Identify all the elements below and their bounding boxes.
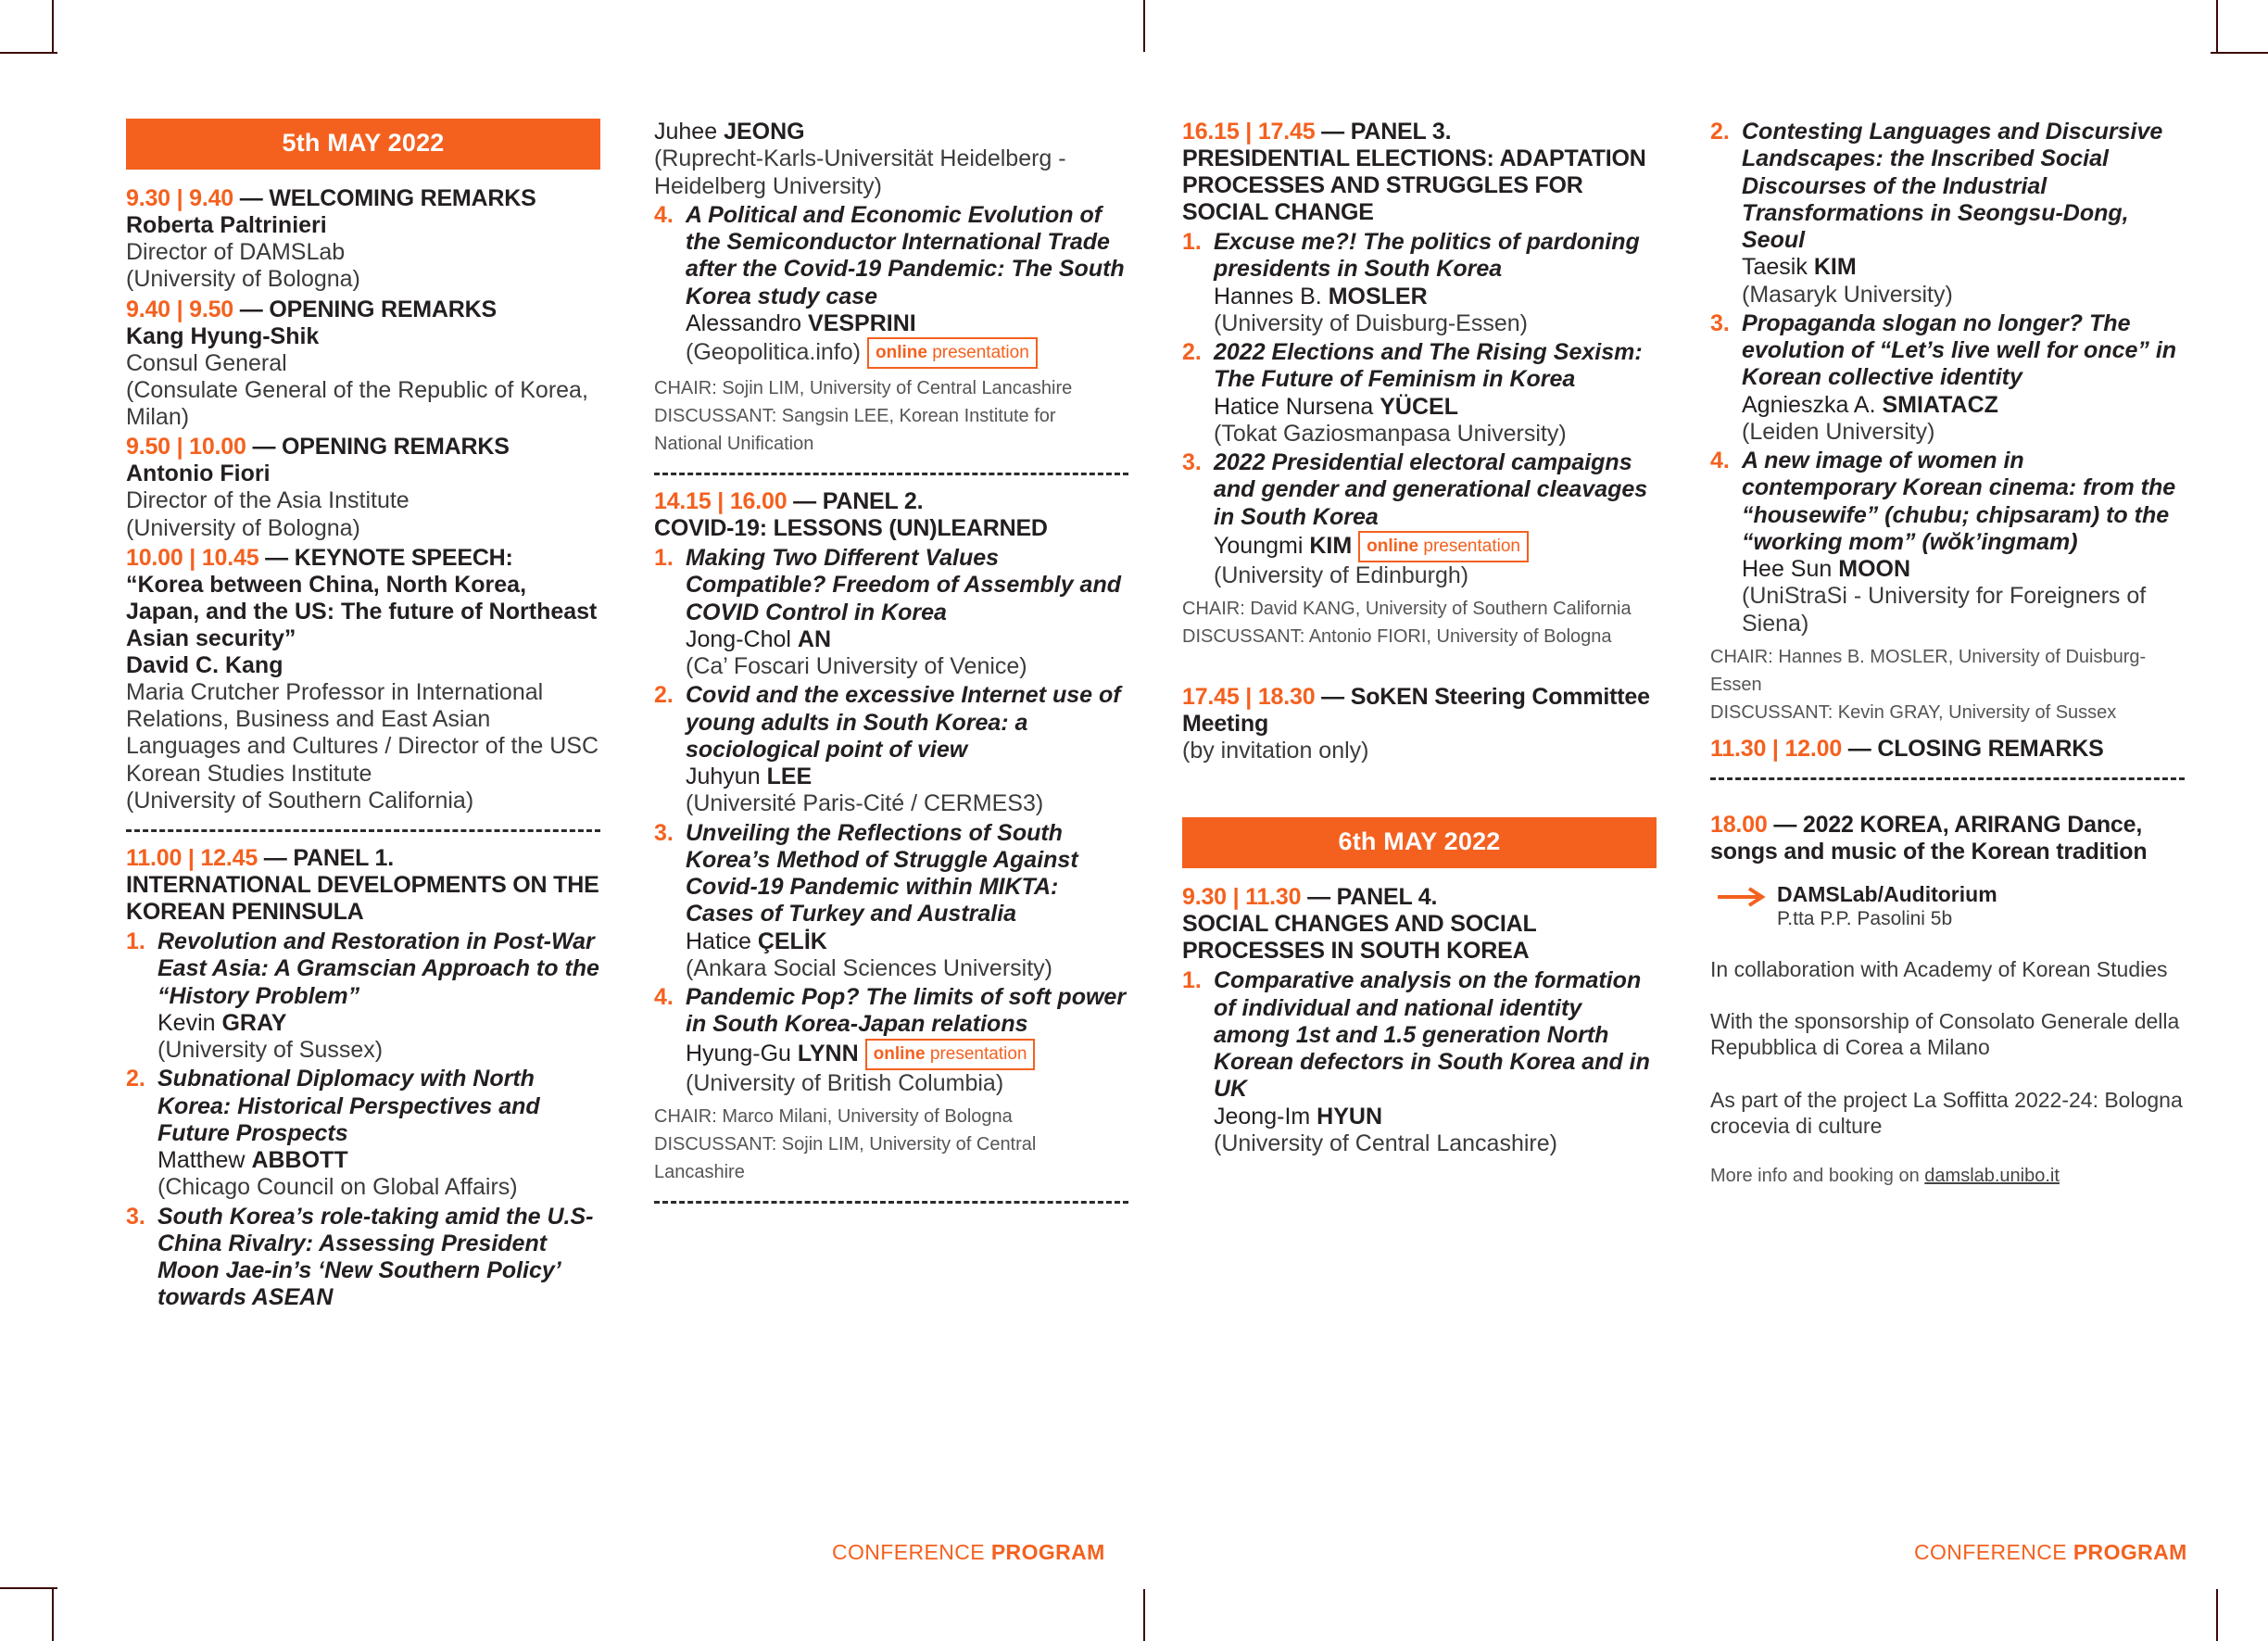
paper-title: Comparative analysis on the formation of individual and national identity among 1st and 1.5 generation North Korean defectors in South Korea and in UK bbox=[1214, 967, 1650, 1103]
paper-affiliation: (University of Duisburg-Essen) bbox=[1214, 309, 1528, 336]
date-banner-day2: 6th MAY 2022 bbox=[1182, 817, 1657, 868]
speaker-last-name: MOSLER bbox=[1328, 283, 1428, 309]
slot-heading bbox=[1710, 736, 2185, 763]
slot-time: 18.00 bbox=[1710, 811, 1768, 838]
list-item bbox=[1710, 310, 2185, 446]
slot-closing-remarks bbox=[1710, 736, 2185, 763]
panel-1-paper-list-continued bbox=[654, 202, 1128, 369]
panel-heading bbox=[654, 488, 1128, 515]
list-item bbox=[1710, 119, 2185, 309]
venue-address: P.tta P.P. Pasolini 5b bbox=[1777, 908, 1953, 930]
column-4 bbox=[1710, 119, 2185, 1499]
item-number: 1. bbox=[1182, 229, 1202, 255]
crop-mark-bottom-left bbox=[52, 1589, 54, 1641]
paper-title: South Korea’s role-taking amid the U.S-China Rivalry: Assessing President Moon Jae-in’s ‘New Southern Policy’ towards ASEAN bbox=[158, 1203, 594, 1311]
paper-affiliation: (UniStraSi - University for Foreigners of Siena) bbox=[1742, 583, 2147, 637]
paper-title: Contesting Languages and Discursive Landscapes: the Inscribed Social Discourses of the Industrial Transformations in Seongsu-Dong, Seoul bbox=[1742, 119, 2163, 253]
panel-heading bbox=[1182, 119, 1657, 145]
paper-speaker bbox=[686, 1039, 1128, 1070]
item-number: 3. bbox=[126, 1203, 145, 1230]
speaker-first-name: Hannes B. bbox=[1214, 283, 1329, 309]
badge-rest-text: presentation bbox=[925, 1043, 1027, 1064]
damslab-website-link[interactable]: damslab.unibo.it bbox=[1924, 1165, 2060, 1186]
panel-2-paper-list bbox=[654, 545, 1128, 1097]
slot-title: CLOSING REMARKS bbox=[1877, 735, 2104, 762]
speaker-name: Roberta Paltrinieri bbox=[126, 212, 327, 238]
panel-title: INTERNATIONAL DEVELOPMENTS ON THE KOREAN PENINSULA bbox=[126, 872, 599, 925]
paper-title: A Political and Economic Evolution of the Semiconductor International Trade after the Covid-19 Pandemic: The South Korea study case bbox=[686, 201, 1125, 309]
footer-right bbox=[1914, 1540, 2187, 1565]
speaker-affiliation: (University of Southern California) bbox=[126, 787, 474, 814]
venue-text bbox=[1777, 882, 1997, 931]
list-item bbox=[126, 928, 600, 1064]
list-item bbox=[654, 202, 1128, 369]
list-item bbox=[1710, 448, 2185, 637]
paper-speaker bbox=[686, 764, 1128, 790]
program-columns bbox=[126, 119, 2188, 1499]
paper-title: Propaganda slogan no longer? The evolution of “Let’s live well for once” in Korean collective identity bbox=[1742, 309, 2177, 391]
slot-dash: — bbox=[1847, 735, 1871, 762]
speaker-last-name: YÜCEL bbox=[1380, 393, 1458, 420]
speaker-first-name: Taesik bbox=[1742, 254, 1814, 281]
panel-time: 11.00 | 12.45 bbox=[126, 845, 258, 871]
panel-dash: — bbox=[793, 488, 816, 514]
footer-light-text: CONFERENCE bbox=[1914, 1540, 2073, 1564]
speaker-affiliation: (University of Bologna) bbox=[126, 266, 360, 293]
slot-dash: — bbox=[1321, 684, 1344, 710]
speaker-last-name: LEE bbox=[766, 764, 813, 789]
speaker-first-name: Hee Sun bbox=[1742, 556, 1839, 582]
speaker-first-name: Kevin bbox=[158, 1009, 222, 1036]
slot-heading bbox=[1710, 812, 2185, 865]
section-divider bbox=[1710, 777, 2185, 780]
paper-title: Pandemic Pop? The limits of soft power in South Korea-Japan relations bbox=[686, 984, 1127, 1038]
item-number: 4. bbox=[1710, 448, 1730, 473]
paper-affiliation: (University of Sussex) bbox=[158, 1037, 384, 1063]
soken-note: (by invitation only) bbox=[1182, 738, 1369, 764]
speaker-first-name: Jeong-Im bbox=[1214, 1103, 1317, 1130]
slot-dash: — bbox=[1773, 811, 1797, 838]
paper-title: 2022 Presidential electoral campaigns and gender and generational cleavages in South Korea bbox=[1214, 449, 1648, 530]
slot-title: KEYNOTE SPEECH: bbox=[294, 544, 513, 571]
item-number: 3. bbox=[1710, 309, 1730, 336]
slot-dash: — bbox=[265, 544, 288, 571]
paper-speaker bbox=[1742, 556, 2185, 583]
venue-name: DAMSLab/Auditorium bbox=[1777, 881, 1997, 906]
panel-dash: — bbox=[263, 845, 287, 871]
crop-mark-top-right bbox=[2216, 0, 2218, 52]
paper-title: Unveiling the Reflections of South Korea’s Method of Struggle Against Covid-19 Pandemic within MIKTA: Cases of Turkey and Australia bbox=[686, 819, 1078, 928]
keynote-speech-title: “Korea between China, North Korea, Japan, and the US: The future of Northeast Asian security” bbox=[126, 571, 598, 651]
sponsorship-note: With the sponsorship of Consolato Generale della Repubblica di Corea a Milano bbox=[1710, 1009, 2180, 1060]
paper-speaker bbox=[158, 1010, 600, 1037]
speaker-name: David C. Kang bbox=[126, 651, 284, 678]
speaker-first-name: Agnieszka A. bbox=[1742, 391, 1883, 418]
speaker-last-name: KIM bbox=[1813, 254, 1857, 281]
panel-3-heading-block bbox=[1182, 119, 1657, 226]
paper-speaker bbox=[1214, 1104, 1657, 1130]
speaker-last-name: MOON bbox=[1838, 556, 1911, 582]
section-divider bbox=[654, 1201, 1128, 1204]
item-number: 4. bbox=[654, 201, 674, 228]
item-number: 2. bbox=[126, 1066, 145, 1092]
speaker-first-name: Jong-Chol bbox=[686, 625, 798, 652]
list-item bbox=[1182, 229, 1657, 337]
speaker-name: Kang Hyung-Shik bbox=[126, 322, 320, 349]
paper-affiliation: (University of Edinburgh) bbox=[1214, 562, 1469, 588]
panel-2-heading-block bbox=[654, 488, 1128, 542]
paper-speaker bbox=[686, 626, 1128, 653]
panel-dash: — bbox=[1307, 884, 1330, 911]
arrow-right-icon bbox=[1716, 887, 1766, 912]
crop-mark-left-bottom bbox=[0, 1587, 57, 1589]
paper-affiliation: (Université Paris-Cité / CERMES3) bbox=[686, 790, 1044, 817]
paper-affiliation: (Ca’ Foscari University of Venice) bbox=[686, 653, 1027, 679]
item-number: 2. bbox=[1182, 339, 1202, 365]
paper-title: Excuse me?! The politics of pardoning presidents in South Korea bbox=[1214, 229, 1640, 283]
panel-label: PANEL 4. bbox=[1336, 884, 1438, 911]
paper-title: Revolution and Restoration in Post-War East Asia: A Gramscian Approach to the “History Problem” bbox=[158, 928, 599, 1009]
paper-title: Subnational Diplomacy with North Korea: Historical Perspectives and Future Prospects bbox=[158, 1066, 540, 1146]
crop-mark-left-top bbox=[0, 52, 57, 54]
slot-time: 11.30 | 12.00 bbox=[1710, 735, 1843, 762]
paper-speaker bbox=[1214, 284, 1657, 310]
project-note: As part of the project La Soffitta 2022-24: Bologna crocevia di culture bbox=[1710, 1087, 2183, 1138]
booking-prefix: More info and booking on bbox=[1710, 1165, 1925, 1186]
crop-mark-right-top bbox=[2211, 52, 2268, 54]
panel-3-discussant: DISCUSSANT: Antonio FIORI, University of Bologna bbox=[1182, 626, 1612, 647]
list-item bbox=[654, 820, 1128, 983]
affiliation-text: (Geopolitica.info) bbox=[686, 339, 861, 365]
speaker-last-name: ÇELİK bbox=[757, 928, 827, 954]
speaker-last-name: JEONG bbox=[724, 119, 805, 145]
slot-title: WELCOMING REMARKS bbox=[269, 185, 536, 211]
speaker-first-name: Hatice bbox=[686, 928, 758, 954]
badge-bold-text: online bbox=[1367, 536, 1419, 556]
paper-affiliation bbox=[686, 337, 1128, 369]
speaker-name: Antonio Fiori bbox=[126, 461, 271, 487]
list-item bbox=[1182, 339, 1657, 448]
slot-time: 10.00 | 10.45 bbox=[126, 544, 259, 571]
panel-2-discussant: DISCUSSANT: Sojin LIM, University of Central Lancashire bbox=[654, 1133, 1037, 1182]
footer-bold-text: PROGRAM bbox=[990, 1540, 1105, 1564]
speaker-role: Maria Crutcher Professor in International Relations, Business and East Asian Languages and Cultures / Director of the USC Korean Studies Institute bbox=[126, 678, 598, 787]
date-banner-day1: 5th MAY 2022 bbox=[126, 119, 600, 170]
panel-4-discussant: DISCUSSANT: Kevin GRAY, University of Sussex bbox=[1710, 701, 2117, 723]
paper-affiliation: (Ankara Social Sciences University) bbox=[686, 954, 1052, 981]
paper-affiliation: (University of Central Lancashire) bbox=[1214, 1130, 1557, 1156]
panel-1-paper-list bbox=[126, 928, 600, 1312]
panel-title: SOCIAL CHANGES AND SOCIAL PROCESSES IN SOUTH KOREA bbox=[1182, 911, 1537, 965]
slot-title: 2022 KOREA, ARIRANG Dance, songs and music of the Korean tradition bbox=[1710, 811, 2148, 865]
panel-time: 16.15 | 17.45 bbox=[1182, 119, 1316, 145]
section-divider bbox=[654, 473, 1128, 475]
item-number: 1. bbox=[654, 545, 674, 571]
footer-light-text: CONFERENCE bbox=[832, 1540, 991, 1564]
slot-time: 17.45 | 18.30 bbox=[1182, 684, 1316, 710]
column-2 bbox=[654, 119, 1128, 1499]
slot-keynote-speech bbox=[126, 545, 600, 814]
paper-speaker bbox=[654, 119, 1128, 145]
speaker-last-name: HYUN bbox=[1317, 1103, 1383, 1130]
paper-affiliation: (Tokat Gaziosmanpasa University) bbox=[1214, 420, 1567, 447]
paper-affiliation: (Chicago Council on Global Affairs) bbox=[158, 1174, 518, 1201]
slot-welcoming-remarks bbox=[126, 185, 600, 294]
online-presentation-badge bbox=[865, 1039, 1036, 1070]
booking-note bbox=[1710, 1165, 2185, 1187]
item-number: 1. bbox=[1182, 967, 1202, 994]
speaker-affiliation: (Consulate General of the Republic of Korea, Milan) bbox=[126, 376, 588, 430]
speaker-first-name: Juhyun bbox=[686, 764, 767, 789]
item-number: 3. bbox=[654, 819, 674, 846]
speaker-role: Director of the Asia Institute bbox=[126, 487, 410, 514]
slot-heading bbox=[126, 297, 600, 323]
paper-affiliation: (University of British Columbia) bbox=[686, 1069, 1004, 1096]
badge-rest-text: presentation bbox=[926, 343, 1029, 362]
paper-speaker bbox=[1742, 254, 2185, 281]
panel-3-chair: CHAIR: David KANG, University of Southern California bbox=[1182, 599, 1632, 619]
slot-arirang-event bbox=[1710, 812, 2185, 865]
footer-center bbox=[832, 1540, 1105, 1565]
item-number: 2. bbox=[1710, 119, 1730, 145]
list-item bbox=[126, 1204, 600, 1312]
speaker-last-name: KIM bbox=[1309, 532, 1353, 559]
paper-title: Making Two Different Values Compatible? Freedom of Assembly and COVID Control in Korea bbox=[686, 545, 1121, 625]
column-1 bbox=[126, 119, 600, 1499]
speaker-first-name: Youngmi bbox=[1214, 532, 1310, 559]
speaker-last-name: AN bbox=[797, 625, 832, 652]
slot-heading bbox=[126, 185, 600, 212]
paper-title: A new image of women in contemporary Korean cinema: from the “housewife” (chubu; chipsaram) to the “working mom” (wŏk’ingmam) bbox=[1742, 448, 2176, 555]
venue-block bbox=[1710, 882, 2185, 931]
slot-heading bbox=[126, 434, 600, 461]
slot-heading bbox=[1182, 684, 1657, 738]
panel-time: 14.15 | 16.00 bbox=[654, 488, 788, 514]
panel-4-paper-list-continued bbox=[1710, 119, 2185, 637]
slot-dash: — bbox=[252, 434, 276, 461]
badge-bold-text: online bbox=[875, 343, 927, 362]
speaker-first-name: Juhee bbox=[654, 119, 724, 145]
slot-opening-remarks-1 bbox=[126, 297, 600, 432]
list-item bbox=[654, 682, 1128, 817]
panel-time: 9.30 | 11.30 bbox=[1182, 884, 1302, 911]
footer-bold-text: PROGRAM bbox=[2073, 1540, 2187, 1564]
paper-title: 2022 Elections and The Rising Sexism: The Future of Feminism in Korea bbox=[1214, 339, 1643, 393]
paper-speaker bbox=[686, 928, 1128, 955]
paper-affiliation: (Masaryk University) bbox=[1742, 281, 1953, 308]
slot-dash: — bbox=[239, 185, 263, 211]
panel-title: PRESIDENTIAL ELECTIONS: ADAPTATION PROCESSES AND STRUGGLES FOR SOCIAL CHANGE bbox=[1182, 145, 1646, 225]
column-3 bbox=[1182, 119, 1657, 1499]
list-item bbox=[654, 984, 1128, 1097]
slot-dash: — bbox=[239, 296, 263, 322]
speaker-role: Director of DAMSLab bbox=[126, 239, 346, 265]
speaker-last-name: ABBOTT bbox=[251, 1147, 348, 1173]
crop-mark-bottom-right bbox=[2216, 1589, 2218, 1641]
item-number: 1. bbox=[126, 928, 145, 954]
paper-affiliation: (Leiden University) bbox=[1742, 418, 1935, 445]
list-item bbox=[126, 1066, 600, 1201]
speaker-first-name: Hatice Nursena bbox=[1214, 393, 1380, 420]
speaker-last-name: VESPRINI bbox=[808, 309, 916, 336]
slot-time: 9.30 | 9.40 bbox=[126, 185, 234, 211]
item-number: 3. bbox=[1182, 449, 1202, 475]
panel-3-paper-list bbox=[1182, 229, 1657, 589]
speaker-first-name: Alessandro bbox=[686, 309, 809, 336]
panel-2-chair: CHAIR: Marco Milani, University of Bologna bbox=[654, 1105, 1013, 1127]
list-item bbox=[654, 545, 1128, 680]
section-divider bbox=[126, 829, 600, 832]
panel-1-heading-block bbox=[126, 845, 600, 926]
crop-mark-top-center bbox=[1143, 0, 1145, 52]
slot-time: 9.50 | 10.00 bbox=[126, 434, 246, 461]
panel-label: PANEL 2. bbox=[822, 488, 924, 514]
paper-speaker bbox=[158, 1147, 600, 1174]
speaker-last-name: LYNN bbox=[797, 1040, 859, 1067]
slot-heading bbox=[126, 545, 600, 572]
paper-speaker bbox=[1742, 392, 2185, 419]
speaker-affiliation: (University of Bologna) bbox=[126, 514, 360, 541]
panel-1-discussant: DISCUSSANT: Sangsin LEE, Korean Institute for National Unification bbox=[654, 406, 1056, 454]
paper-speaker bbox=[1214, 531, 1657, 562]
speaker-role: Consul General bbox=[126, 349, 287, 376]
speaker-first-name: Matthew bbox=[158, 1147, 252, 1173]
panel-label: PANEL 3. bbox=[1350, 119, 1452, 145]
panel-1-chair: CHAIR: Sojin LIM, University of Central Lancashire bbox=[654, 378, 1073, 398]
badge-rest-text: presentation bbox=[1418, 536, 1520, 556]
panel-4-chair: CHAIR: Hannes B. MOSLER, University of Duisburg-Essen bbox=[1710, 646, 2147, 695]
slot-opening-remarks-2 bbox=[126, 434, 600, 542]
online-presentation-badge bbox=[1358, 531, 1529, 562]
speaker-last-name: SMIATACZ bbox=[1882, 391, 1998, 418]
panel-4-paper-list bbox=[1182, 967, 1657, 1157]
panel-4-heading-block bbox=[1182, 884, 1657, 965]
item-number: 4. bbox=[654, 984, 674, 1010]
slot-time: 9.40 | 9.50 bbox=[126, 296, 234, 322]
list-item bbox=[1182, 449, 1657, 589]
item-number: 2. bbox=[654, 682, 674, 709]
online-presentation-badge bbox=[867, 337, 1038, 369]
panel-label: PANEL 1. bbox=[293, 845, 394, 871]
paper-affiliation: (Ruprecht-Karls-Universität Heidelberg - Heidelberg University) bbox=[654, 145, 1066, 199]
panel-heading bbox=[126, 845, 600, 872]
list-item bbox=[1182, 967, 1657, 1157]
slot-title: OPENING REMARKS bbox=[269, 296, 497, 322]
panel-1-item-3-continued bbox=[654, 119, 1128, 200]
collaboration-note: In collaboration with Academy of Korean Studies bbox=[1710, 957, 2168, 982]
panel-heading bbox=[1182, 884, 1657, 911]
paper-speaker bbox=[1214, 394, 1657, 421]
panel-title: COVID-19: LESSONS (UN)LEARNED bbox=[654, 515, 1048, 541]
slot-title: OPENING REMARKS bbox=[282, 434, 510, 461]
speaker-first-name: Hyung-Gu bbox=[686, 1040, 798, 1067]
paper-title: Covid and the excessive Internet use of young adults in South Korea: a sociological point of view bbox=[686, 682, 1121, 763]
crop-mark-bottom-center bbox=[1143, 1589, 1145, 1641]
slot-soken-meeting bbox=[1182, 684, 1657, 764]
panel-dash: — bbox=[1321, 119, 1344, 145]
crop-mark-top-left bbox=[52, 0, 54, 52]
paper-speaker bbox=[686, 310, 1128, 337]
badge-bold-text: online bbox=[873, 1043, 926, 1064]
speaker-last-name: GRAY bbox=[221, 1009, 287, 1036]
slot-title: SoKEN Steering Committee Meeting bbox=[1182, 684, 1650, 737]
